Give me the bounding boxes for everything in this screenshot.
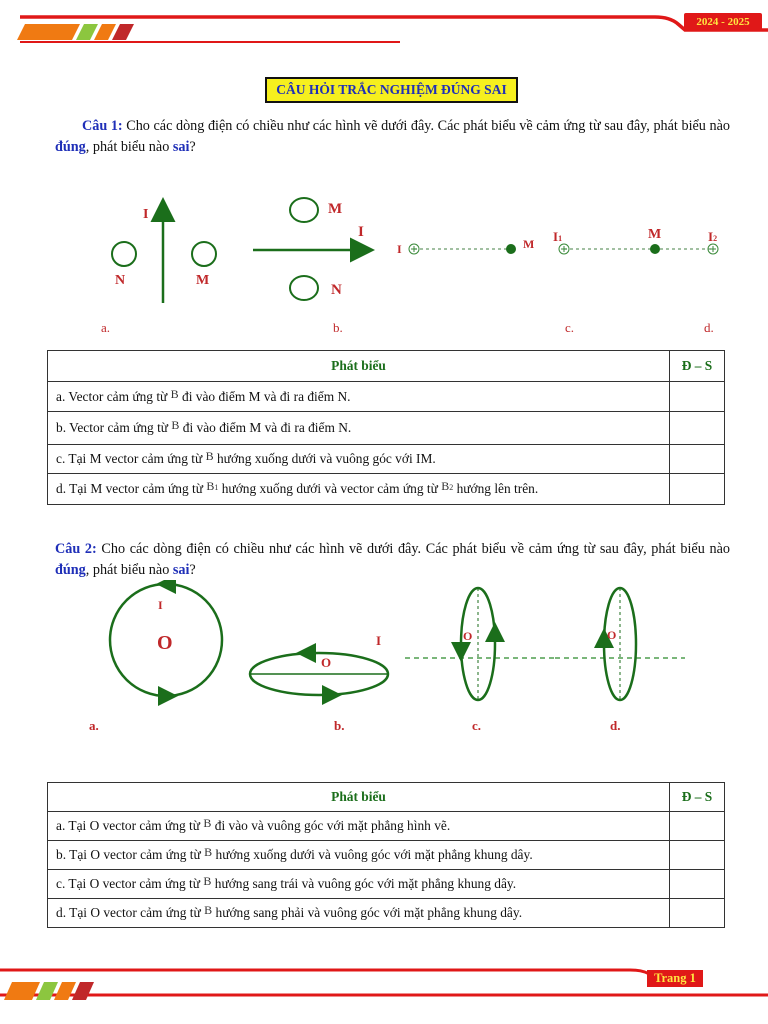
- q1-caption-d: d.: [704, 320, 714, 335]
- statement-header: Phát biểu: [48, 351, 670, 382]
- q1d-label-i1: I1: [553, 229, 563, 244]
- statement-cell: c. Tại M vector cảm ứng từ B hướng xuống dưới và vuông góc với IM.: [48, 445, 670, 474]
- q2-answer-table: [47, 782, 725, 928]
- q1d-label-i2: I2: [708, 229, 718, 244]
- answer-cell[interactable]: [670, 412, 725, 445]
- table-row: [48, 841, 725, 870]
- table-header-row: [48, 351, 725, 382]
- q1c-label-i: I: [397, 242, 402, 256]
- q1b-label-i: I: [358, 224, 364, 240]
- vector-b2-symbol: B2: [441, 479, 454, 493]
- vector-b-symbol: B: [205, 449, 214, 463]
- q1a-label-n: N: [115, 273, 126, 288]
- table-row: [48, 474, 725, 505]
- q1a-circle-n: [112, 242, 136, 266]
- true-false-header: Đ – S: [670, 351, 725, 382]
- page-title: CÂU HỎI TRẮC NGHIỆM ĐÚNG SAI: [267, 79, 516, 101]
- page-number: Trang 1: [647, 970, 703, 987]
- q2b-label-o: O: [321, 655, 332, 670]
- q2a-label-o: O: [157, 632, 173, 654]
- answer-cell[interactable]: [670, 841, 725, 870]
- answer-cell[interactable]: [670, 899, 725, 928]
- statement-cell: d. Tại M vector cảm ứng từ B1 hướng xuống dưới và vector cảm ứng từ B2 hướng lên trên.: [48, 474, 670, 505]
- statement-cell: b. Tại O vector cảm ứng từ B hướng xuống dưới và vuông góc với mặt phẳng khung dây.: [48, 841, 670, 870]
- q2a-label-i: I: [158, 598, 163, 612]
- vector-b-symbol: B: [170, 386, 179, 401]
- q1c-point-m: [506, 244, 516, 254]
- table-row: [48, 812, 725, 841]
- table-row: [48, 412, 725, 445]
- q1b-circle-n: [290, 276, 318, 300]
- q1-caption-b: b.: [333, 320, 343, 335]
- table-row: [48, 899, 725, 928]
- q2b-label-i: I: [376, 633, 382, 648]
- question-2-text: Câu 2: Cho các dòng điện có chiều như các hình vẽ dưới đây. Các phát biểu về cảm ứng từ sau đây, phát biểu nào đúng, phát biểu nào sai?: [55, 541, 730, 578]
- answer-cell[interactable]: [670, 474, 725, 505]
- vector-b-symbol: B: [204, 903, 213, 917]
- q1-caption-c: c.: [565, 320, 575, 335]
- statement-header: Phát biểu: [48, 783, 670, 812]
- table-row: [48, 445, 725, 474]
- statement-cell: a. Vector cảm ứng từ B đi vào điểm M và đi ra điểm N.: [48, 382, 670, 412]
- q1a-circle-m: [192, 242, 216, 266]
- statement-cell: c. Tại O vector cảm ứng từ B hướng sang trái và vuông góc với mặt phẳng khung dây.: [48, 870, 670, 899]
- table-row: [48, 870, 725, 899]
- q1b-label-m: M: [328, 201, 343, 217]
- q2-figures: [0, 580, 768, 710]
- table-row: [48, 382, 725, 412]
- page-title-box: [265, 77, 518, 103]
- q2-caption-c: c.: [472, 718, 482, 733]
- q2-caption-a: a.: [89, 718, 99, 733]
- statement-cell: a. Tại O vector cảm ứng từ B đi vào và vuông góc với mặt phẳng hình vẽ.: [48, 812, 670, 841]
- statement-cell: d. Tại O vector cảm ứng từ B hướng sang phải và vuông góc với mặt phẳng khung dây.: [48, 899, 670, 928]
- true-false-header: Đ – S: [670, 783, 725, 812]
- vector-b-symbol: B: [171, 418, 180, 432]
- answer-cell[interactable]: [670, 870, 725, 899]
- vector-b-symbol: B: [203, 874, 212, 888]
- vector-b-symbol: B: [204, 845, 213, 859]
- q1-figures: [0, 180, 768, 330]
- q1b-circle-m: [290, 198, 318, 222]
- q1b-label-n: N: [331, 282, 342, 298]
- q1a-label-i: I: [143, 207, 149, 222]
- q2d-label-o: O: [607, 628, 617, 642]
- question-1-text: Câu 1: Cho các dòng điện có chiều như các hình vẽ dưới đây. Các phát biểu về cảm ứng từ sau đây, phát biểu nào đúng, phát biểu nào sai?: [55, 118, 730, 155]
- q1-answer-table: [47, 350, 725, 505]
- school-year-badge: 2024 - 2025: [684, 13, 762, 31]
- q2-caption-b: b.: [334, 718, 345, 733]
- answer-cell[interactable]: [670, 812, 725, 841]
- q2-caption-d: d.: [610, 718, 621, 733]
- header-decoration: [0, 0, 768, 50]
- q1-caption-a: a.: [101, 320, 111, 335]
- q2c-label-o: O: [463, 629, 473, 643]
- answer-cell[interactable]: [670, 445, 725, 474]
- vector-b-symbol: B: [203, 816, 212, 830]
- q1c-label-m: M: [523, 237, 535, 251]
- q1d-label-m: M: [648, 227, 662, 242]
- answer-cell[interactable]: [670, 382, 725, 412]
- vector-b1-symbol: B1: [206, 479, 219, 493]
- table-header-row: [48, 783, 725, 812]
- q1d-point-m: [650, 244, 660, 254]
- statement-cell: b. Vector cảm ứng từ B đi vào điểm M và đi ra điểm N.: [48, 412, 670, 445]
- q1a-label-m: M: [196, 273, 210, 288]
